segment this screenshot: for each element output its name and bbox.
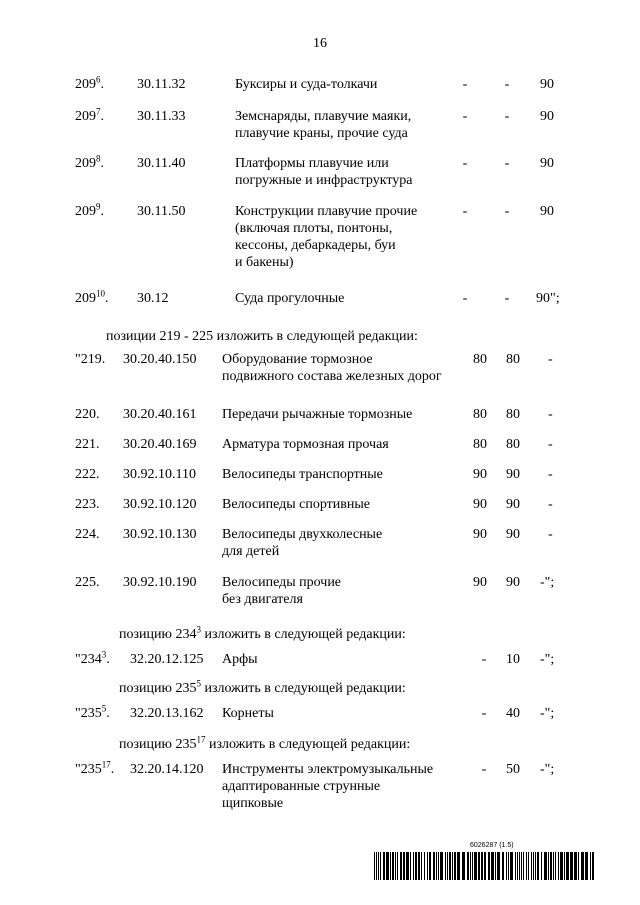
row-col2: - (504, 156, 510, 171)
barcode-bar (560, 852, 563, 880)
row-number: 225. (75, 575, 100, 590)
row-code: 30.92.10.190 (123, 575, 197, 590)
row-col3: - (548, 497, 553, 512)
barcode-bar (400, 852, 402, 880)
barcode-bar (570, 852, 573, 880)
barcode (374, 852, 596, 880)
row-number: "$234^3$. (75, 649, 110, 667)
barcode-bar (438, 852, 439, 880)
row-code: 30.92.10.110 (123, 467, 196, 482)
barcode-bar (457, 852, 460, 880)
row-col2: 90 (506, 497, 520, 512)
barcode-bar (392, 852, 394, 880)
page-number: 16 (313, 36, 327, 51)
row-code: 30.20.40.150 (123, 352, 197, 367)
row-col2: 10 (506, 652, 520, 667)
row-code: 30.20.40.169 (123, 437, 197, 452)
row-col3: -"; (540, 575, 555, 590)
barcode-bar (397, 852, 398, 880)
barcode-bar (429, 852, 431, 880)
barcode-bar (553, 852, 554, 880)
row-col2: 90 (506, 467, 520, 482)
row-col1: 90 (473, 527, 487, 542)
row-name: Арфы (222, 652, 258, 667)
barcode-bar (533, 852, 534, 880)
row-number: 220. (75, 407, 100, 422)
barcode-bar (590, 852, 591, 880)
row-code: 30.92.10.130 (123, 527, 197, 542)
row-number: $209^8$. (75, 153, 104, 171)
row-col2: 80 (506, 437, 520, 452)
row-name: Инструменты электромузыкальные адаптированные струнные щипковые (222, 762, 434, 811)
barcode-bar (472, 852, 473, 880)
barcode-bar (550, 852, 552, 880)
row-name: Корнеты (222, 706, 274, 721)
barcode-bar (592, 852, 594, 880)
row-col3: - (548, 437, 553, 452)
barcode-bar (452, 852, 453, 880)
row-number: 221. (75, 437, 100, 452)
barcode-bar (424, 852, 425, 880)
barcode-bar (447, 852, 448, 880)
barcode-bar (581, 852, 584, 880)
row-col2: 90 (506, 527, 520, 542)
row-col1: - (481, 762, 487, 777)
row-name: Оборудование тормозное подвижного состава железных дорог (222, 352, 442, 384)
barcode-bar (535, 852, 536, 880)
barcode-bar (440, 852, 443, 880)
barcode-bar (418, 852, 420, 880)
barcode-bar (523, 852, 524, 880)
row-col1: 90 (473, 575, 487, 590)
barcode-bar (531, 852, 532, 880)
row-col3: 90 (540, 204, 554, 219)
barcode-bar (564, 852, 565, 880)
row-col3: 90"; (536, 291, 560, 306)
row-col1: 80 (473, 352, 487, 367)
row-col1: - (462, 109, 468, 124)
row-col3: - (548, 407, 553, 422)
amendment-intro: позицию $234^3$ изложить в следующей редакции: (119, 624, 406, 642)
row-col1: 80 (473, 407, 487, 422)
row-col2: 50 (506, 762, 520, 777)
barcode-bar (395, 852, 396, 880)
barcode-bar (521, 852, 522, 880)
barcode-bar (374, 852, 375, 880)
row-col2: - (504, 77, 510, 92)
barcode-bar (517, 852, 518, 880)
barcode-bar (376, 852, 377, 880)
row-col1: - (462, 156, 468, 171)
row-code: 30.11.40 (137, 156, 186, 171)
row-col3: - (548, 467, 553, 482)
row-col2: 40 (506, 706, 520, 721)
row-col3: - (548, 527, 553, 542)
row-number: $209^9$. (75, 201, 104, 219)
barcode-bar (578, 852, 579, 880)
row-number: 223. (75, 497, 100, 512)
row-number: 224. (75, 527, 100, 542)
row-col1: - (462, 204, 468, 219)
barcode-bar (383, 852, 385, 880)
barcode-bar (506, 852, 507, 880)
row-number: $209^{10}$. (75, 288, 109, 306)
amendment-intro: позиции 219 - 225 изложить в следующей редакции: (106, 329, 418, 344)
amendment-intro: позицию $235^5$ изложить в следующей редакции: (119, 678, 406, 696)
row-code: 30.92.10.120 (123, 497, 197, 512)
row-col1: - (462, 77, 468, 92)
barcode-bar (508, 852, 509, 880)
row-number: "$235^5$. (75, 703, 110, 721)
row-code: 30.11.32 (137, 77, 186, 92)
row-name: Передачи рычажные тормозные (222, 407, 413, 422)
row-col1: - (462, 291, 468, 306)
barcode-bar (495, 852, 496, 880)
barcode-bar (427, 852, 428, 880)
barcode-bar (470, 852, 471, 880)
row-name: Суда прогулочные (235, 291, 345, 306)
row-name: Велосипеды прочие без двигателя (222, 575, 342, 607)
row-code: 30.20.40.161 (123, 407, 197, 422)
barcode-bar (421, 852, 422, 880)
barcode-bar (410, 852, 411, 880)
barcode-bar (526, 852, 527, 880)
barcode-bar (413, 852, 414, 880)
row-name: Арматура тормозная прочая (222, 437, 389, 452)
barcode-bar (436, 852, 437, 880)
barcode-bar (481, 852, 483, 880)
row-col3: - (548, 352, 553, 367)
row-code: 32.20.12.125 (130, 652, 204, 667)
barcode-bar (386, 852, 389, 880)
barcode-bar (491, 852, 494, 880)
barcode-bar (585, 852, 588, 880)
barcode-bar (478, 852, 480, 880)
row-col3: 90 (540, 109, 554, 124)
barcode-bar (497, 852, 500, 880)
row-number: 222. (75, 467, 100, 482)
row-col2: - (504, 204, 510, 219)
row-name: Велосипеды транспортные (222, 467, 383, 482)
row-number: $209^7$. (75, 106, 104, 124)
row-col2: - (504, 291, 510, 306)
barcode-bar (510, 852, 513, 880)
row-col3: 90 (540, 156, 554, 171)
barcode-bar (484, 852, 486, 880)
row-number: "219. (75, 352, 106, 367)
barcode-bar (474, 852, 477, 880)
row-code: 30.12 (137, 291, 169, 306)
row-col3: -"; (540, 762, 555, 777)
barcode-bar (454, 852, 456, 880)
barcode-bar (502, 852, 504, 880)
row-col1: 80 (473, 437, 487, 452)
row-name: Велосипеды двухколесные для детей (222, 527, 383, 559)
row-number: "$235^{17}$. (75, 759, 115, 777)
barcode-bar (378, 852, 379, 880)
barcode-bar (415, 852, 417, 880)
barcode-bar (555, 852, 556, 880)
row-name: Буксиры и суда-толкачи (235, 77, 378, 92)
barcode-bar (467, 852, 469, 880)
barcode-bar (574, 852, 577, 880)
row-col3: 90 (540, 77, 554, 92)
barcode-bar (548, 852, 549, 880)
row-name: Земснаряды, плавучие маяки, плавучие краны, прочие суда (235, 109, 412, 141)
barcode-bar (537, 852, 539, 880)
barcode-bar (566, 852, 569, 880)
row-col3: -"; (540, 706, 555, 721)
row-name: Платформы плавучие или погружные и инфраструктура (235, 156, 413, 188)
barcode-bar (488, 852, 490, 880)
row-col1: 90 (473, 497, 487, 512)
row-name: Велосипеды спортивные (222, 497, 370, 512)
row-col3: -"; (540, 652, 555, 667)
barcode-bar (462, 852, 465, 880)
barcode-bar (515, 852, 516, 880)
barcode-code: 6026287 (1.5) (470, 842, 514, 849)
row-number: $209^6$. (75, 74, 104, 92)
barcode-bar (380, 852, 381, 880)
barcode-bar (390, 852, 391, 880)
row-col2: 80 (506, 407, 520, 422)
row-code: 32.20.13.162 (130, 706, 204, 721)
row-name: Конструкции плавучие прочие (включая плоты, понтоны, кессоны, дебаркадеры, буи и бакены) (235, 204, 418, 270)
barcode-bar (406, 852, 409, 880)
row-col2: - (504, 109, 510, 124)
barcode-bar (558, 852, 559, 880)
barcode-bar (449, 852, 451, 880)
barcode-bar (403, 852, 405, 880)
barcode-bar (528, 852, 529, 880)
row-col2: 90 (506, 575, 520, 590)
amendment-intro: позицию $235^{17}$ изложить в следующей редакции: (119, 734, 411, 752)
row-col1: - (481, 706, 487, 721)
row-col1: - (481, 652, 487, 667)
barcode-bar (433, 852, 435, 880)
row-col2: 80 (506, 352, 520, 367)
row-col1: 90 (473, 467, 487, 482)
row-code: 30.11.33 (137, 109, 186, 124)
barcode-bar (519, 852, 520, 880)
barcode-bar (544, 852, 547, 880)
row-code: 30.11.50 (137, 204, 186, 219)
barcode-bar (445, 852, 446, 880)
row-code: 32.20.14.120 (130, 762, 204, 777)
barcode-bar (541, 852, 542, 880)
